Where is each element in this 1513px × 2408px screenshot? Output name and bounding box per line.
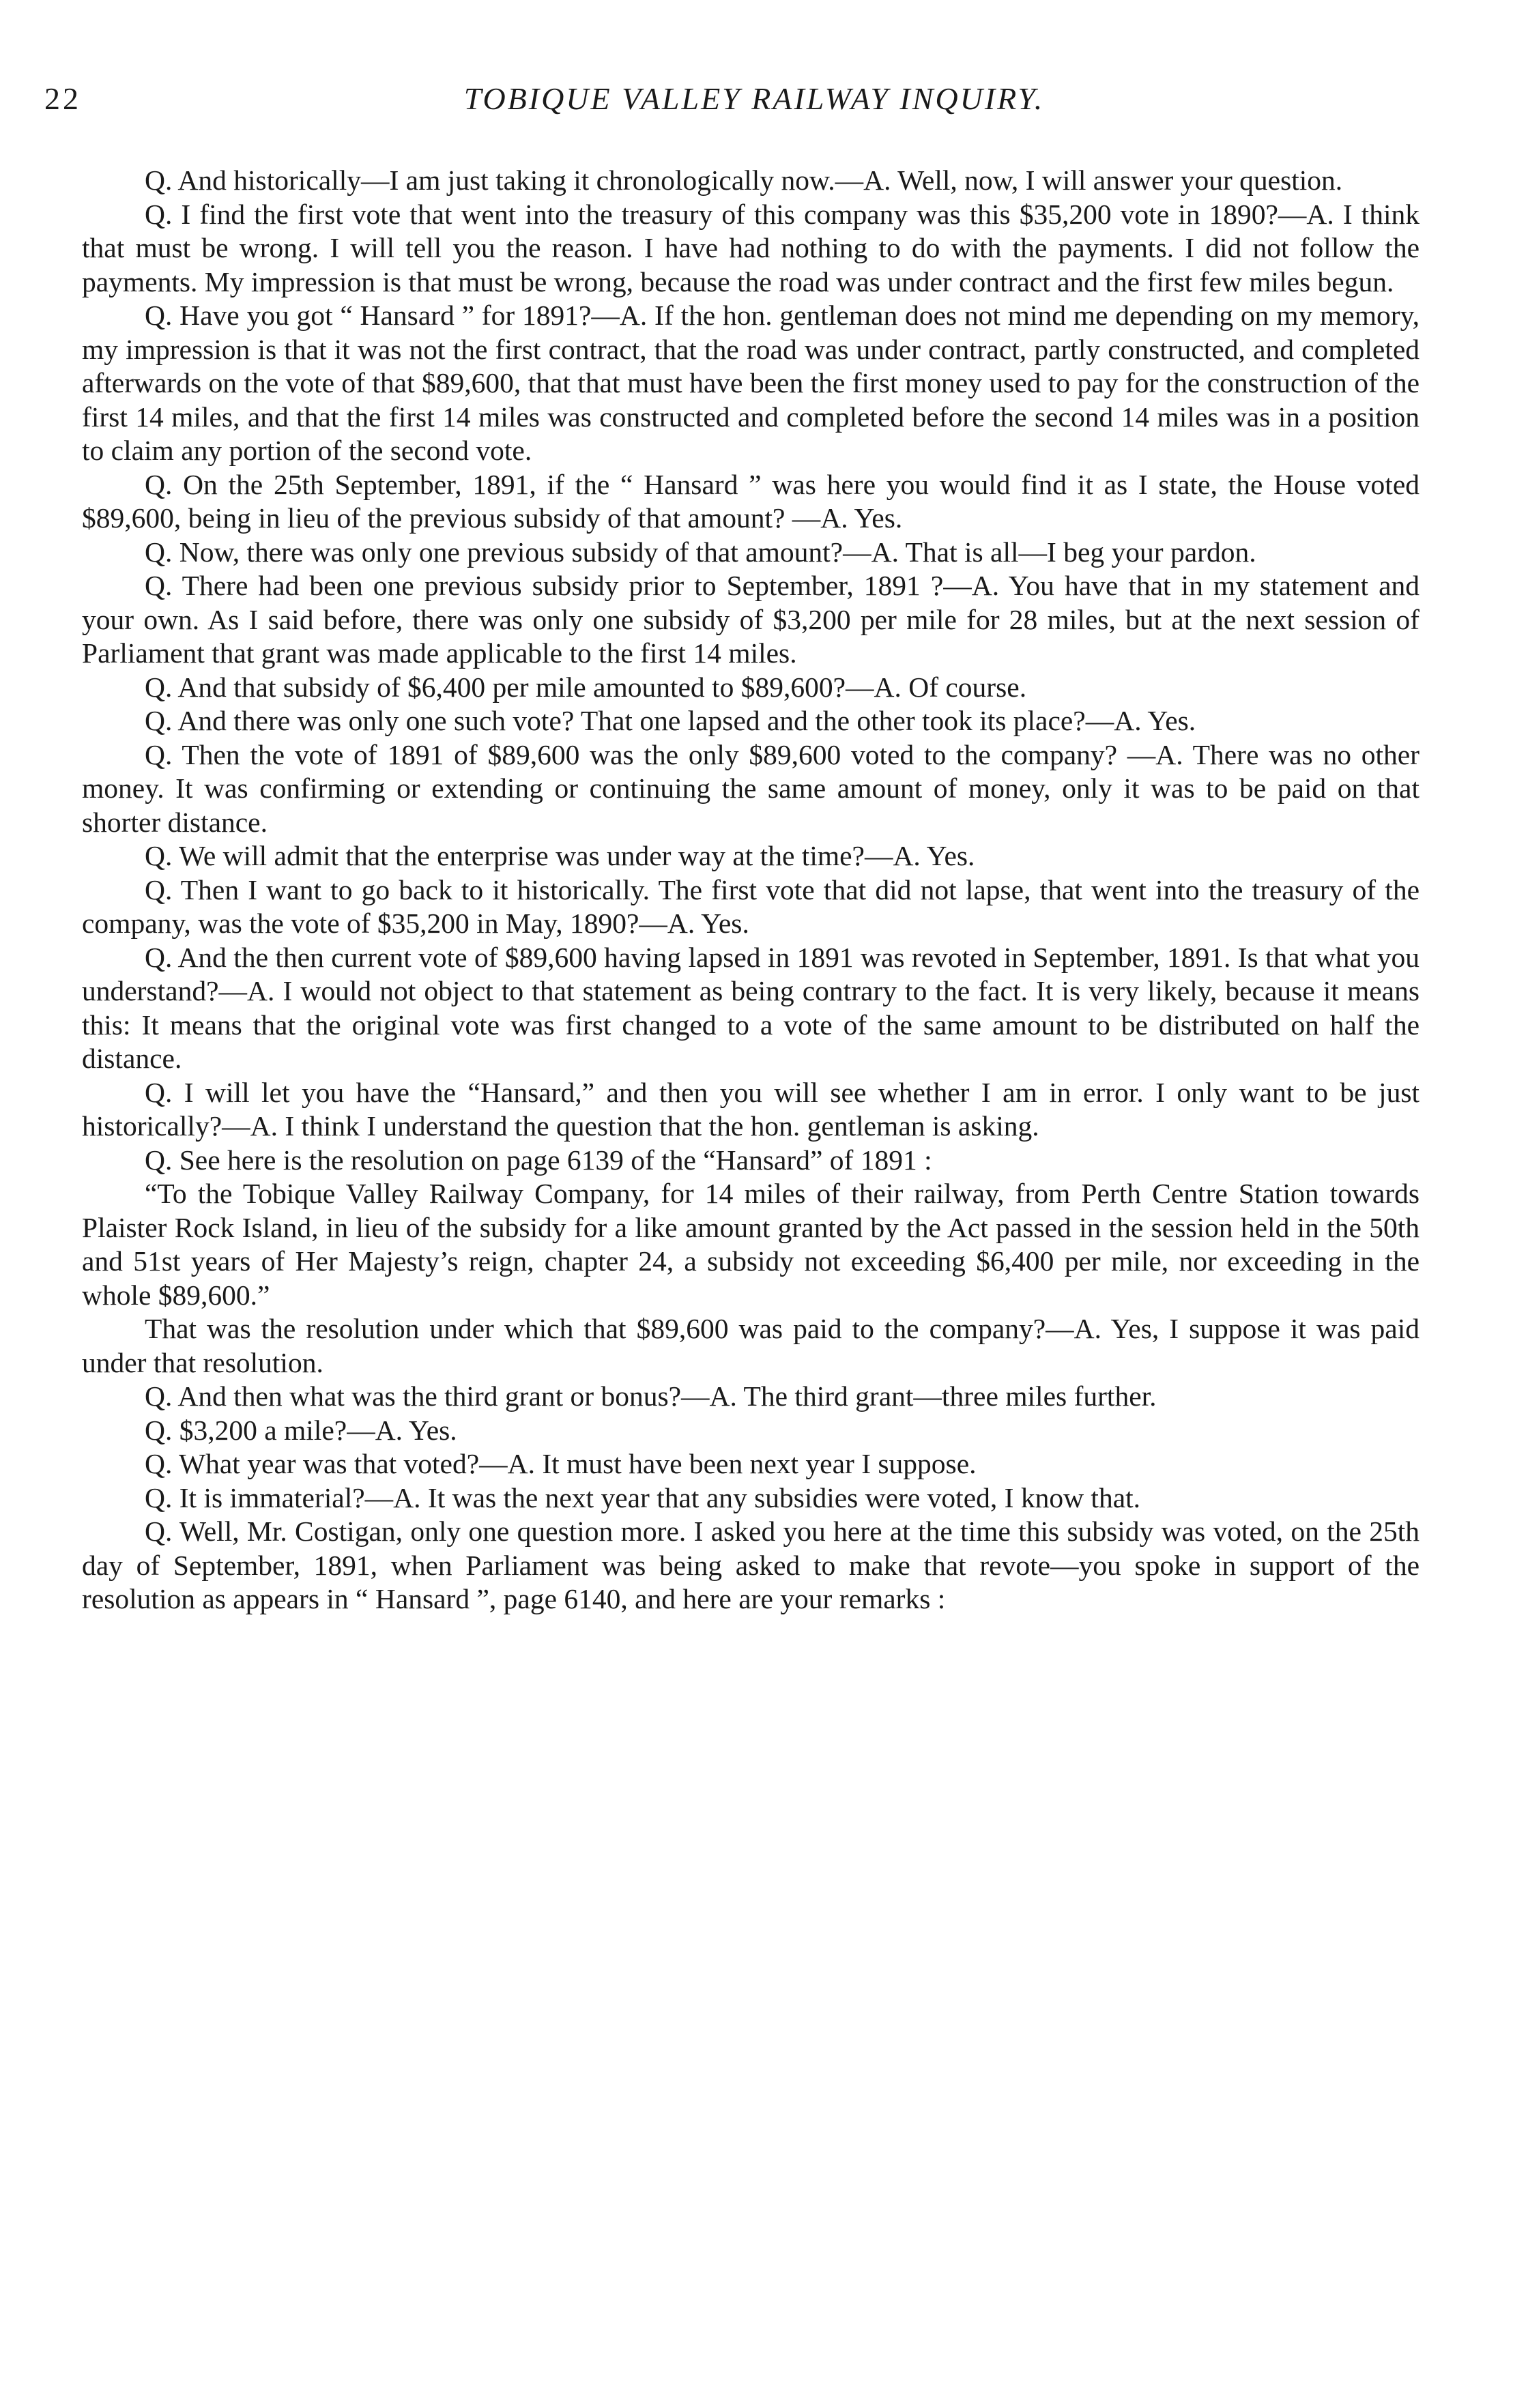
- paragraph: Q. Then the vote of 1891 of $89,600 was the only $89,600 voted to the company? —A. There was no other money. It was confirming or extending or continuing the same amount of money, only it was to be paid on that shorter distance.: [82, 738, 1420, 838]
- paragraph: Q. And that subsidy of $6,400 per mile amounted to $89,600?—A. Of course.: [145, 671, 1027, 703]
- page-header: [44, 81, 1464, 128]
- paragraph: Q. Then I want to go back to it historically. The first vote that did not lapse, that went into the treasury of the company, was the vote of $35,200 in May, 1890?—A. Yes.: [82, 873, 1420, 939]
- paragraph: Q. And historically—I am just taking it chronologically now.—A. Well, now, I will answer your question.: [145, 164, 1343, 196]
- paragraph: Q. We will admit that the enterprise was under way at the time?—A. Yes.: [145, 840, 975, 871]
- paragraph: Q. On the 25th September, 1891, if the “ Hansard ” was here you would find it as I state, the House voted $89,600, being in lieu of the previous subsidy of that amount? —A. Yes.: [82, 468, 1420, 534]
- quoted-resolution: “To the Tobique Valley Railway Company, for 14 miles of their railway, from Perth Centre Station towards Plaister Rock Island, in lieu of the subsidy for a like amount granted by the Act passed in the session held in the 50th and 51st years of Her Majesty’s reign, chapter 24, a subsidy not exceeding $6,400 per mile, nor exceeding in the whole $89,600.”: [82, 1178, 1420, 1311]
- paragraph: Q. And then what was the third grant or bonus?—A. The third grant—three miles further.: [145, 1380, 1157, 1412]
- paragraph: Q. It is immaterial?—A. It was the next year that any subsidies were voted, I know that.: [145, 1481, 1141, 1513]
- page-number: 22: [44, 81, 81, 116]
- paragraph: Q. Have you got “ Hansard ” for 1891?—A. If the hon. gentleman does not mind me depending on my memory, my impression is that it was not the first contract, that the road was under contract, partly constructed, and completed afterwards on the vote of that $89,600, that that must have been the first money used to pay for the construction of the first 14 miles, and that the first 14 miles was constructed and completed before the second 14 miles was in a position to claim any portion of the second vote.: [82, 300, 1420, 466]
- body-text: [82, 164, 1420, 1616]
- paragraph: Q. And the then current vote of $89,600 having lapsed in 1891 was revoted in September, 1891. Is that what you understand?—A. I would not object to that statement as being contrary to the fact. It is very likely, because it means this: It means that the original vote was first changed to a vote of the same amount to be distributed on half the distance.: [82, 941, 1420, 1074]
- paragraph: Q. $3,200 a mile?—A. Yes.: [145, 1414, 457, 1446]
- paragraph: Q. Well, Mr. Costigan, only one question more. I asked you here at the time this subsidy was voted, on the 25th day of September, 1891, when Parliament was being asked to make that revote—you spoke in support of the resolution as appears in “ Hansard ”, page 6140, and here are your remarks :: [82, 1515, 1420, 1614]
- paragraph: Q. What year was that voted?—A. It must have been next year I suppose.: [145, 1448, 977, 1479]
- paragraph: Q. I find the first vote that went into the treasury of this company was this $35,200 vote in 1890?—A. I think that must be wrong. I will tell you the reason. I have had nothing to do with the payments. I did not follow the payments. My impression is that must be wrong, because the road was under contract and the first few miles begun.: [82, 198, 1420, 298]
- running-title: TOBIQUE VALLEY RAILWAY INQUIRY.: [463, 81, 1045, 116]
- paragraph: Q. There had been one previous subsidy prior to September, 1891 ?—A. You have that in my statement and your own. As I said before, there was only one subsidy of $3,200 per mile for 28 miles, but at the next session of Parliament that grant was made applicable to the first 14 miles.: [82, 570, 1420, 669]
- paragraph: That was the resolution under which that $89,600 was paid to the company?—A. Yes, I suppose it was paid under that resolution.: [82, 1313, 1420, 1378]
- paragraph: Q. Now, there was only one previous subsidy of that amount?—A. That is all—I beg your pardon.: [145, 536, 1256, 568]
- paragraph: Q. See here is the resolution on page 6139 of the “Hansard” of 1891 :: [145, 1144, 932, 1176]
- paragraph: Q. And there was only one such vote? That one lapsed and the other took its place?—A. Yes.: [145, 705, 1196, 736]
- paragraph: Q. I will let you have the “Hansard,” and then you will see whether I am in error. I only want to be just historically?—A. I think I understand the question that the hon. gentleman is asking.: [82, 1076, 1420, 1142]
